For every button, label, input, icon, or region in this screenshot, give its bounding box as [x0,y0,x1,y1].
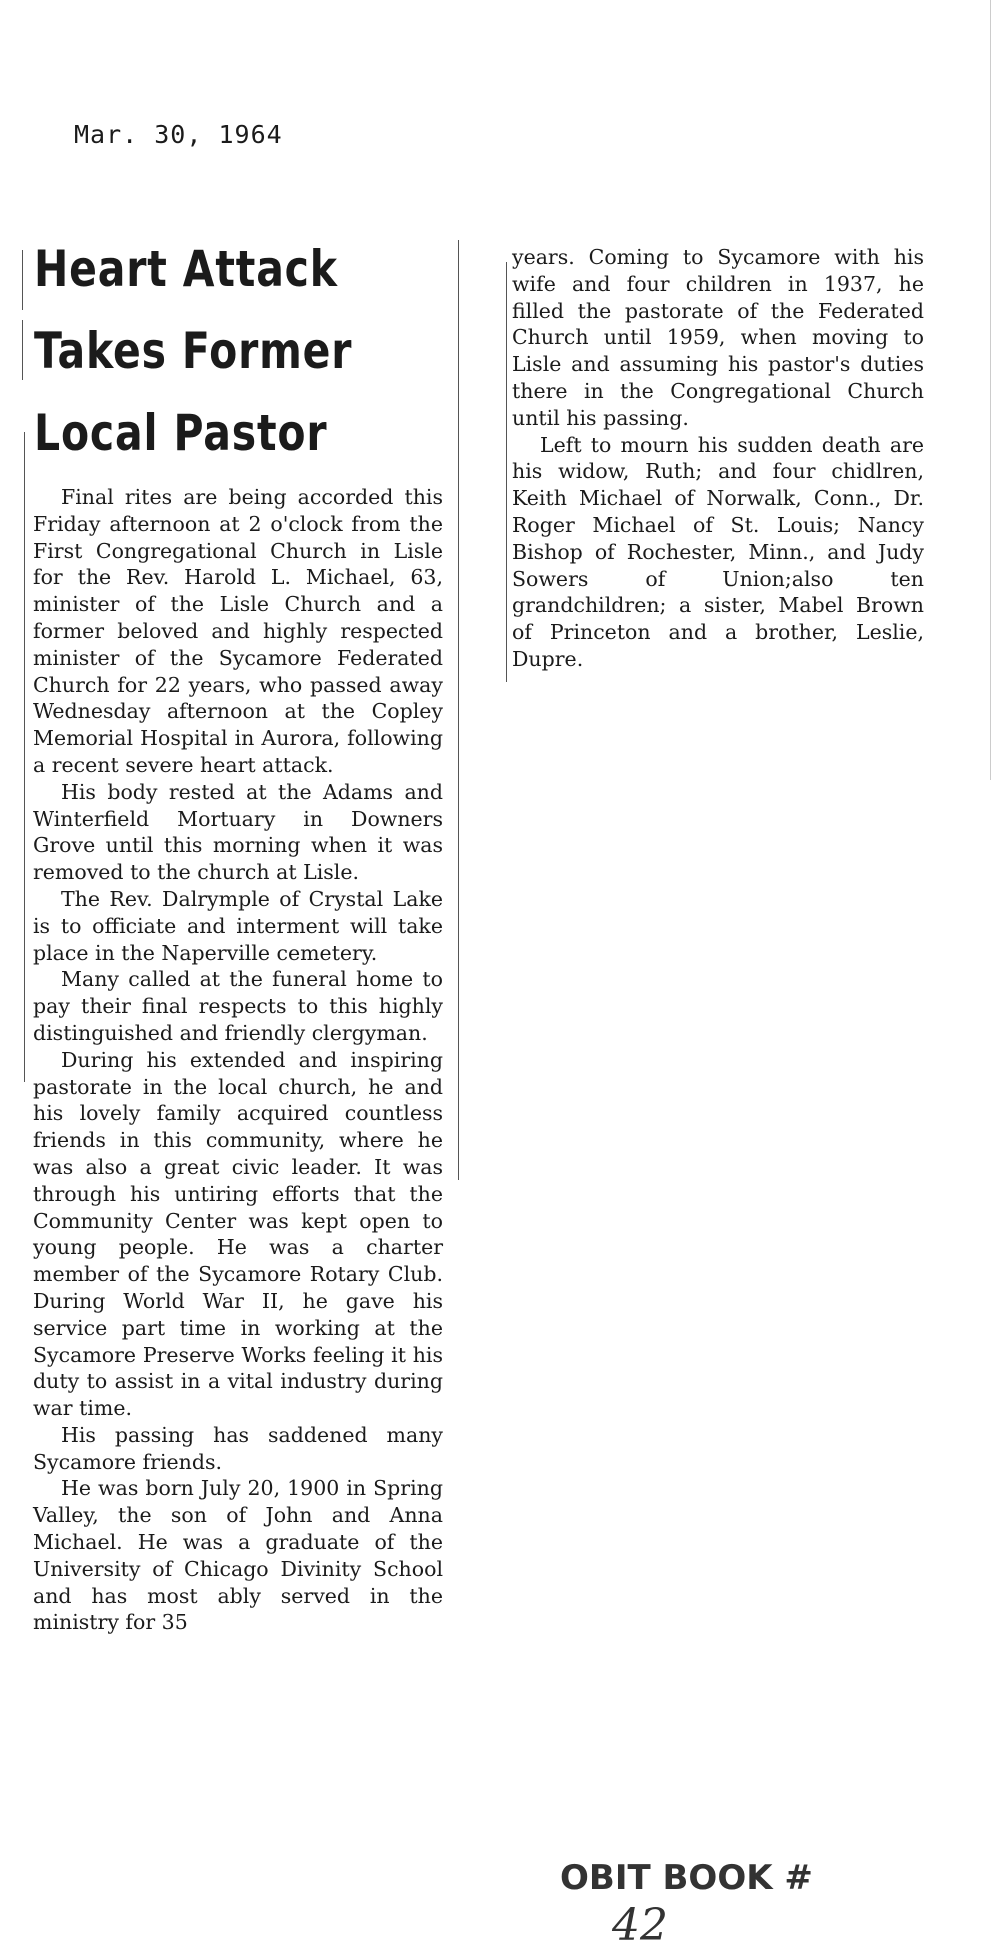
article-column-2 [512,244,924,673]
column-rule-left-headline [22,250,23,310]
paragraph: Many called at the funeral home to pay their final respects to this highly distinguished and friendly clergyman. [33,967,443,1045]
column-rule-left-2 [24,432,25,1082]
column-rule-left-1 [22,320,23,380]
paragraph: years. Coming to Sycamore with his wife and four children in 1937, he filled the pastorate of the Federated Church until 1959, when moving to Lisle and assuming his pastor's duties there in the Congregational Church until his passing. [512,245,924,430]
paragraph: The Rev. Dalrymple of Crystal Lake is to officiate and interment will take place in the Naperville cemetery. [33,886,443,965]
paragraph: His body rested at the Adams and Winterfield Mortuary in Downers Grove until this morning when it was removed to the church at Lisle. [33,779,443,885]
headline [34,228,454,474]
article-column-1 [33,484,443,1636]
obit-book-stamp: OBIT BOOK # [560,1858,813,1898]
column-rule-middle [458,240,459,1180]
paragraph: Final rites are being accorded this Friday afternoon at 2 o'clock from the First Congregational Church in Lisle for the Rev. Harold L. Michael, 63, minister of the Lisle Church and a former beloved and highly respected minister of the Sycamore Federated Church for 22 years, who passed away Wednesday afternoon at the Copley Memorial Hospital in Aurora, following a recent severe heart attack. [33,485,443,777]
obit-book-number: 42 [612,1900,668,1951]
headline-line-1: Heart Attack [34,240,338,298]
paragraph: Left to mourn his sudden death are his widow, Ruth; and four chidlren, Keith Michael of Norwalk, Conn., Dr. Roger Michael of St. Louis; Nancy Bishop of Rochester, Minn., and Judy Sowers of Union;also ten grandchildren; a sister, Mabel Brown of Princeton and a brother, Leslie, Dupre. [512,432,924,671]
column-rule-right [506,262,507,682]
page-edge-line [990,0,991,780]
paragraph: His passing has saddened many Sycamore friends. [33,1422,443,1474]
paragraph: During his extended and inspiring pastorate in the local church, he and his lovely family acquired countless friends in this community, where he was also a great civic leader. It was through his untiring efforts that the Community Center was kept open to young people. He was a charter member of the Sycamore Rotary Club. During World War II, he gave his service part time in working at the Sycamore Preserve Works feeling it his duty to assist in a vital industry during war time. [33,1047,443,1421]
clipping-date: Mar. 30, 1964 [74,120,283,149]
headline-line-2: Takes Former [34,322,353,380]
paragraph: He was born July 20, 1900 in Spring Valley, the son of John and Anna Michael. He was a graduate of the University of Chicago Divinity School and has most ably served in the ministry for 35 [33,1476,443,1635]
headline-line-3: Local Pastor [34,404,328,462]
